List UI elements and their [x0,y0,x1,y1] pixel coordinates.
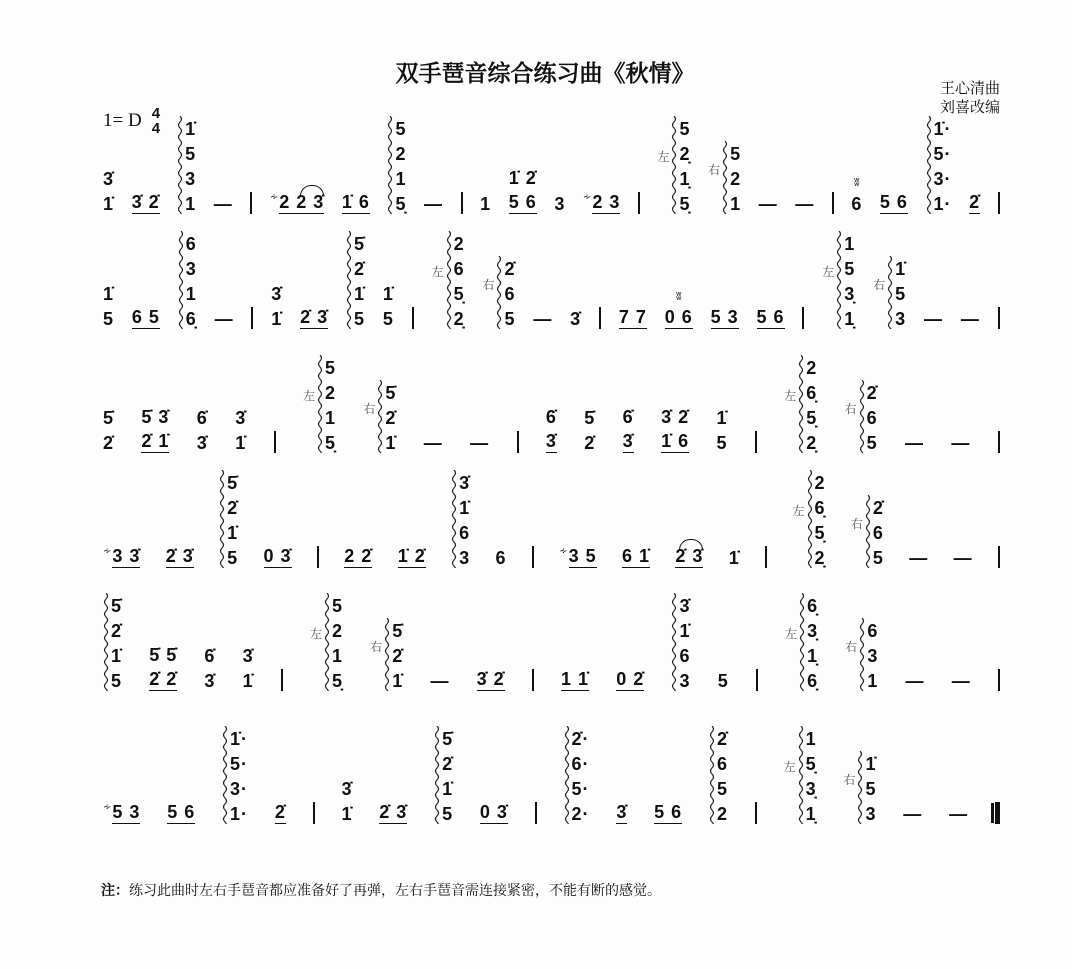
note: 5 3 [112,802,141,822]
note: 5 [730,144,742,164]
note: 3̇ [196,433,208,453]
note: 3 [679,671,691,691]
note: 1̇ [392,671,404,691]
note: 5̣ [814,523,826,543]
note: 3· [230,779,249,799]
score-system [103,544,1000,694]
note-group [379,801,407,827]
note: 5̇ [354,234,366,254]
note: 2̇ [504,259,516,279]
note: 6̇ [204,646,216,666]
note: 3̇ 2̇ [661,407,690,427]
hand-marker: 左 [310,627,323,641]
note: 1 [185,194,197,214]
dash-note: — [923,309,943,329]
note: 5 [111,671,123,691]
note: 2̇ 3̇ [300,307,329,327]
note-stack [442,727,453,827]
note-stack [112,801,140,827]
note: 5 [844,259,856,279]
note: 1 [805,729,817,749]
note: 0 3̇ [263,546,292,566]
hand-marker: 左 [792,504,805,518]
dash-note: — [213,194,233,214]
note: 2 [730,169,742,189]
note: 5̇ 5̇ [149,645,178,665]
note: 6̇ [622,407,634,427]
note-group [616,801,627,827]
dash-note: — [909,548,929,568]
note: 1̇ 2̇ [397,546,426,566]
note: 1̇ [111,646,123,666]
note: 2̇ [442,754,454,774]
time-signature-bottom: 4 [151,120,161,137]
note: 3̇ [103,169,115,189]
note: 1 [395,169,407,189]
score-system [103,677,1000,827]
mordent-icon: ʬ [676,291,682,303]
note: 5̣ [805,754,817,774]
note: 3̇ [679,596,691,616]
note: 1̣ [844,309,856,329]
hand-marker: 右 [370,639,383,654]
dash-note: — [903,804,923,824]
note: 5 6 [756,307,785,327]
note: 1 [332,646,344,666]
note: 5̣ [395,194,407,214]
note: 5 6 [167,802,196,822]
note: 5 3 [710,307,739,327]
note: 6̣ [806,383,818,403]
note: 1̇ [227,523,239,543]
note: 3̇ [235,408,247,428]
note: 2 2̇ [344,546,373,566]
note-group [654,801,682,827]
dash-note: — [470,433,490,453]
note: 2 [814,473,826,493]
note: 0 6 [664,307,693,327]
dash-note: — [953,548,973,568]
note: 1̇ [103,284,115,304]
note: 6· [571,754,590,774]
dash-note: — [960,309,980,329]
note: 1̇ 6 [661,431,690,451]
note: 3̇ [622,431,634,451]
note: 6 1̇ [621,546,650,566]
note-group [167,801,195,827]
final-barline [995,802,1000,824]
note: 2̇ 3̇ [379,802,408,822]
note: 2̣ [453,309,465,329]
note: 3̇ 2̇ [131,192,160,212]
note: 5 6 [879,192,908,212]
note: 6̇ [545,407,557,427]
note-stack [275,801,286,827]
note: 5 [354,309,366,329]
note: 3̇ [242,646,254,666]
note: 2̇ [392,646,404,666]
note: 1̇ 6 [341,192,370,212]
dash-note: — [533,309,553,329]
note: 1̇ [895,259,907,279]
score-title: 双手琶音综合练习曲《秋情》 [395,60,695,87]
note: 2̇ 3̇ [165,546,194,566]
note: 2̇ 1̇ [141,431,170,451]
note: 5̇ [385,383,397,403]
dash-note: — [951,671,971,691]
note: 5 [382,309,394,329]
arpeggio-chord [564,726,590,827]
note: 1 [730,194,742,214]
arpeggio-wavy-line-icon [222,726,228,824]
mordent-icon: ʬ [854,177,860,189]
note: 1̇ [728,548,740,568]
note: 5̇ [227,473,239,493]
note: 1̇ [716,408,728,428]
note: 2̇ [584,433,596,453]
note: 2 3 [592,192,621,212]
note: 5̇ [392,621,404,641]
grace-ornament-icon: ∻ [269,192,279,203]
footnote-text: 练习此曲时左右手琶音都应准备好了再弹，左右手琶音需连接紧密，不能有断的感觉。 [129,883,661,899]
note: 5 [716,433,728,453]
note: 5· [230,754,249,774]
note: 1̇ [382,284,394,304]
note: 2 [453,234,465,254]
note-stack [572,727,590,827]
note: 2̇ [866,383,878,403]
note: 6 5 [131,307,160,327]
note-stack [806,727,817,827]
note: 1̣ [805,804,817,824]
note: 5· [933,144,952,164]
note: 6 [185,234,197,254]
note: 1̇· [933,119,952,139]
note: 3 [867,646,879,666]
note: 5̣ [332,671,344,691]
note: 3̇ [204,671,216,691]
note: 3̣ [844,284,856,304]
note: 1 [480,194,492,214]
note: 5 [324,358,336,378]
note: 5· [571,779,590,799]
note: 2 2 3̇ [279,192,325,212]
note: 5 6 [654,802,683,822]
hand-marker: 右 [363,401,376,416]
note: 1 1̇ [561,669,590,689]
time-signature-top: 4 [151,105,161,122]
arpeggio-chord [222,726,248,827]
note: 5̇ [103,408,115,428]
note: 1· [230,804,249,824]
note-stack [341,777,352,827]
arranger-credit: 刘喜改编 [939,98,1000,116]
note: 1̇ [385,433,397,453]
note: 1̇ [235,433,247,453]
barline [755,802,757,824]
note: 6 [679,646,691,666]
note: 5̣ [806,408,818,428]
note: 1· [933,194,952,214]
note-stack [616,801,627,827]
note: 0 2̇ [616,669,645,689]
note: 5̇ [584,408,596,428]
hand-marker: 左 [784,389,797,403]
note-group [341,777,352,827]
note: 5 [717,779,729,799]
note: 2̣ [806,433,818,453]
note: 5 [103,309,115,329]
note: 6 [453,259,465,279]
note: 5 [227,548,239,568]
note: 0 3̇ [479,802,508,822]
dash-note: — [949,804,969,824]
note: 6 [504,284,516,304]
arpeggio-chord [843,751,876,827]
note-group [903,802,922,827]
note-stack [717,727,728,827]
note: 1 [844,234,856,254]
note: 5 [395,119,407,139]
note: 3̇ [341,779,353,799]
dash-note: — [905,433,925,453]
note-group [275,801,286,827]
note: 2· [571,804,590,824]
dash-note: — [795,194,815,214]
note: 5̇ 3̇ [141,407,170,427]
arpeggio-wavy-line-icon [709,726,715,824]
note: 5̇ [111,596,123,616]
dash-note: — [424,194,444,214]
note-group [480,801,508,827]
hand-marker: 左 [785,627,798,641]
note: 5 [504,309,516,329]
note: 1̇ [442,779,454,799]
hand-marker: 右 [844,401,857,416]
note: 6̇ [196,408,208,428]
hand-marker: 左 [657,150,670,164]
note: 6̣ [807,596,819,616]
note: 2̣ [814,548,826,568]
dash-note: — [951,433,971,453]
dash-note: — [758,194,778,214]
note: 3̇ [459,473,471,493]
note: 2̇ [103,433,115,453]
dash-note: — [905,671,925,691]
note: 1 [867,671,879,691]
note: 3 [554,194,566,214]
hand-marker: 右 [850,516,863,531]
note: 5̣ [453,284,465,304]
arpeggio-wavy-line-icon [857,751,863,824]
note-stack [949,802,968,827]
hand-marker: 左 [822,265,835,279]
note: 5̣ [679,194,691,214]
note: 3 [865,804,877,824]
key-label: 1= D [103,110,142,131]
note: 2 [324,383,336,403]
grace-ornament-icon: ∻ [103,546,112,557]
note: 6 [717,754,729,774]
hand-marker: 右 [708,162,721,177]
note-stack [654,801,682,827]
note: 5 [865,779,877,799]
note: 1̇ [865,754,877,774]
note: 6̣ [814,498,826,518]
note: 6 [495,548,507,568]
note: 3̣ [805,779,817,799]
note-group [949,802,968,827]
arpeggio-wavy-line-icon [564,726,570,824]
note: 5 [872,548,884,568]
note-stack [379,801,407,827]
note-stack [480,801,508,827]
note: 2 [332,621,344,641]
note: 1 [324,408,336,428]
note: 5 [866,433,878,453]
note: 3̇ [616,802,628,822]
note: 1̇· [230,729,249,749]
note-stack [167,801,195,827]
note: 5 [332,596,344,616]
note: 5 [717,671,729,691]
note: 5 [679,119,691,139]
note: 1 [185,284,197,304]
note: 1̣ [807,646,819,666]
grace-ornament-icon: ∻ [582,192,592,203]
barline [535,802,537,824]
note: 3 5 [568,546,597,566]
note: 7 7 [618,307,647,327]
note: 2̇ [111,621,123,641]
note: 2̇ [385,408,397,428]
note: 6̣ [185,309,197,329]
note: 1̇ [679,621,691,641]
footnote [101,880,661,900]
note: 1̇ 2̇ [508,168,537,188]
note: 6 [459,523,471,543]
note-group [103,801,140,827]
note: 1̇ [185,119,197,139]
note: 2̇ [227,498,239,518]
note: 2̇ [274,802,286,822]
note: 3̇ [545,431,557,451]
note-stack [865,752,876,827]
footnote-label: 注： [101,883,129,899]
note: 3̣ [807,621,819,641]
note: 3 [185,169,197,189]
dash-note: — [423,433,443,453]
note: 1̣ [679,169,691,189]
dash-note: — [214,309,234,329]
note: 1̇ [103,194,115,214]
hand-marker: 右 [845,639,858,654]
arpeggio-wavy-line-icon [798,726,804,824]
note: 5̣ [324,433,336,453]
arpeggio-chord [784,726,817,827]
note: 5 [895,284,907,304]
note: 1̇ [354,284,366,304]
note: 1̇ [242,671,254,691]
note: 3 [185,259,197,279]
note: 5 [442,804,454,824]
hand-marker: 右 [873,277,886,292]
note: 2 [806,358,818,378]
hand-marker: 左 [302,389,315,403]
note: 1̇ [459,498,471,518]
hand-marker: 右 [482,277,495,292]
arpeggio-chord [434,726,453,827]
note-stack [230,727,248,827]
note: 3̇ 2̇ [476,669,505,689]
note: 3· [933,169,952,189]
note: 2̇ [717,729,729,749]
note: 5 [185,144,197,164]
note: 2̇· [571,729,590,749]
note: 2̣ [679,144,691,164]
arpeggio-wavy-line-icon [434,726,440,824]
note: 3̇ [570,309,582,329]
note-stack [903,802,922,827]
note: 3̇ [271,284,283,304]
note: 5 6 [508,192,537,212]
dash-note: — [430,671,450,691]
note: 6 [872,523,884,543]
note: 6 [851,194,863,214]
note: 2̇ [872,498,884,518]
note: 2̇ 2̇ [149,669,178,689]
hand-marker: 左 [431,265,444,279]
note: 2̇ 3̇ [675,546,704,566]
note: 1̇ [271,309,283,329]
arpeggio-chord [709,726,728,827]
note: 3 3̇ [112,546,141,566]
note: 3 [459,548,471,568]
barline [313,802,315,824]
grace-ornament-icon: ∻ [103,802,112,813]
note: 6 [867,621,879,641]
hand-marker: 右 [843,772,856,787]
note: 5̇ [442,729,454,749]
note: 2̇ [354,259,366,279]
note: 6 [866,408,878,428]
note: 1̇ [341,804,353,824]
note: 2 [717,804,729,824]
note: 2 [395,144,407,164]
composer-credit: 王心清曲 [939,79,1000,97]
note: 3 [895,309,907,329]
note: 2̇ [969,192,981,212]
grace-ornament-icon: ∻ [559,546,568,557]
hand-marker: 左 [783,760,796,774]
note: 6̣ [807,671,819,691]
